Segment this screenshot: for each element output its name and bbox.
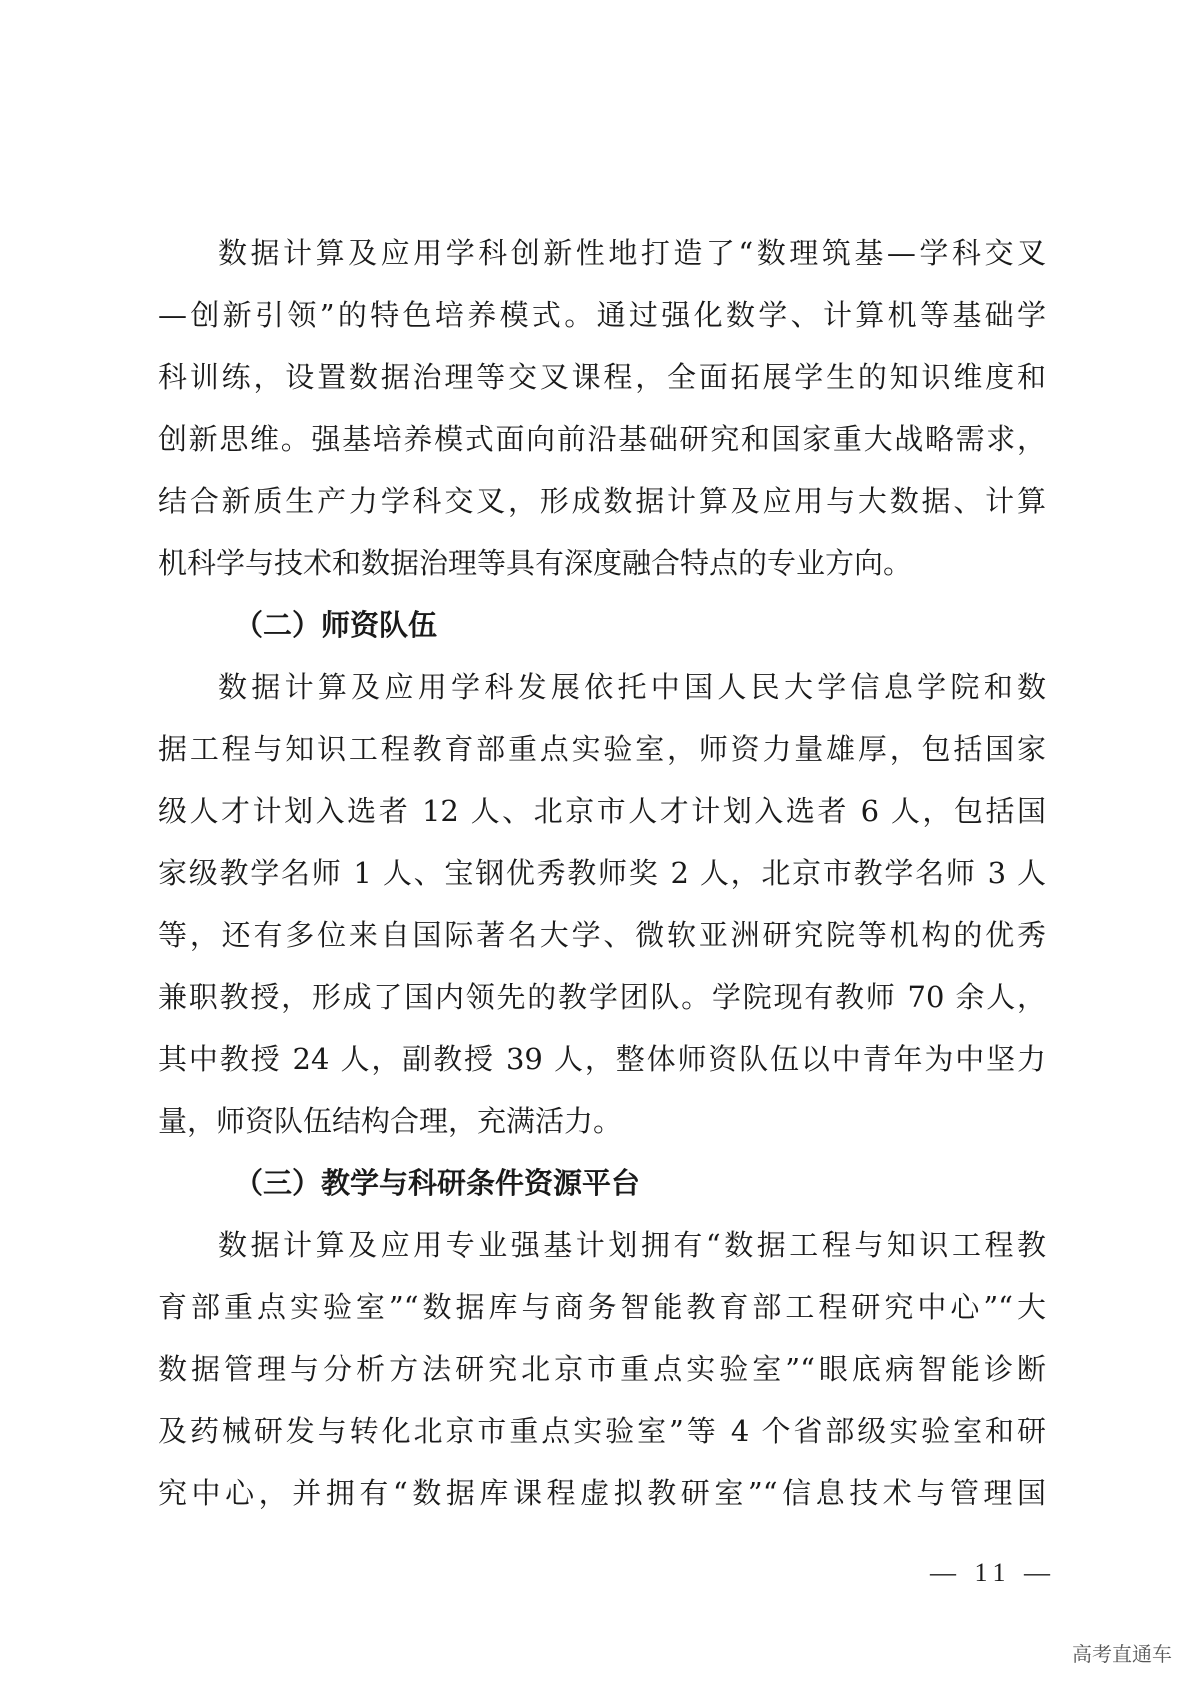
paragraph-line: 及药械研发与转化北京市重点实验室”等 4 个省部级实验室和研 <box>158 1414 1046 1448</box>
paragraph-line: 其中教授 24 人，副教授 39 人，整体师资队伍以中青年为中坚力 <box>158 1042 1046 1076</box>
paragraph-line: —创新引领”的特色培养模式。通过强化数学、计算机等基础学 <box>158 298 1046 332</box>
paragraph-line: 兼职教授，形成了国内领先的教学团队。学院现有教师 70 余人， <box>158 980 1046 1014</box>
page-number: — 11 — <box>930 1558 1057 1587</box>
paragraph-line: 数据计算及应用专业强基计划拥有“数据工程与知识工程教 <box>218 1228 1046 1262</box>
paragraph-line: 科训练，设置数据治理等交叉课程，全面拓展学生的知识维度和 <box>158 360 1046 394</box>
paragraph-line: 数据计算及应用学科发展依托中国人民大学信息学院和数 <box>218 670 1046 704</box>
paragraph-line: 数据管理与分析方法研究北京市重点实验室”“眼底病智能诊断 <box>158 1352 1046 1386</box>
paragraph-line: 家级教学名师 1 人、宝钢优秀教师奖 2 人，北京市教学名师 3 人 <box>158 856 1046 890</box>
section-heading: （二）师资队伍 <box>234 608 438 642</box>
paragraph-line: 数据计算及应用学科创新性地打造了“数理筑基—学科交叉 <box>218 236 1046 270</box>
section-faculty <box>158 594 1046 1152</box>
paragraph-line: 育部重点实验室”“数据库与商务智能教育部工程研究中心”“大 <box>158 1290 1046 1324</box>
paragraph-line: 究中心，并拥有“数据库课程虚拟教研室”“信息技术与管理国 <box>158 1476 1046 1510</box>
section-curriculum <box>158 222 1046 594</box>
paragraph-line: 等，还有多位来自国际著名大学、微软亚洲研究院等机构的优秀 <box>158 918 1046 952</box>
paragraph-line: 据工程与知识工程教育部重点实验室，师资力量雄厚，包括国家 <box>158 732 1046 766</box>
paragraph-line: 创新思维。强基培养模式面向前沿基础研究和国家重大战略需求， <box>158 422 1046 456</box>
section-resources <box>158 1152 1046 1524</box>
paragraph-line: 级人才计划入选者 12 人、北京市人才计划入选者 6 人，包括国 <box>158 794 1046 828</box>
paragraph-line: 机科学与技术和数据治理等具有深度融合特点的专业方向。 <box>158 546 913 580</box>
section-heading: （三）教学与科研条件资源平台 <box>234 1166 641 1200</box>
document-body <box>158 222 1046 1524</box>
paragraph-line: 量，师资队伍结构合理，充满活力。 <box>158 1104 623 1138</box>
paragraph-line: 结合新质生产力学科交叉，形成数据计算及应用与大数据、计算 <box>158 484 1046 518</box>
watermark: 高考直通车 <box>1072 1642 1172 1666</box>
